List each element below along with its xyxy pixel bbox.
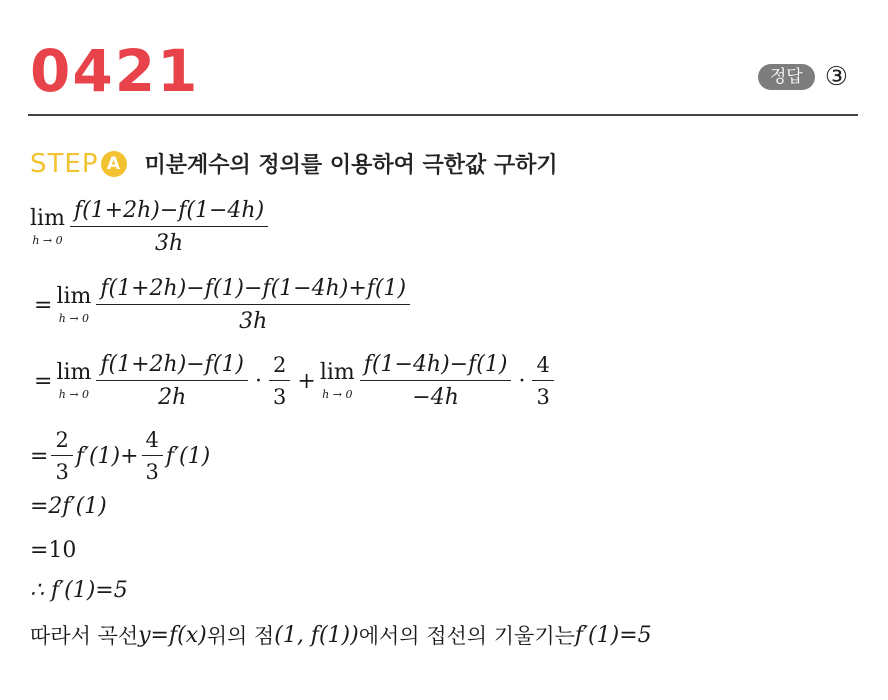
explanation-sentence: [30, 620, 652, 650]
sentence-text: 에서의 접선의 기울기는: [358, 624, 575, 648]
answer-value: ③: [824, 62, 848, 92]
equation-text: =10: [30, 538, 77, 563]
equation-line-5: [30, 494, 107, 519]
plus-sign: +: [297, 368, 316, 394]
limit-operator: lim h → 0: [319, 359, 355, 401]
curve-equation: y=f(x): [138, 622, 207, 648]
header-divider: [28, 114, 858, 116]
step-label: STEP: [30, 148, 99, 179]
equals-sign: =: [34, 368, 53, 394]
coefficient-fraction: [532, 353, 553, 409]
numerator: 2: [51, 428, 72, 456]
equals-sign: =: [30, 443, 49, 469]
equation-line-7: [30, 578, 128, 603]
fraction: [360, 352, 512, 410]
denominator: 3h: [239, 309, 268, 334]
equation-line-4: [30, 428, 210, 484]
fraction: [70, 198, 268, 256]
dot-operator: ·: [255, 368, 263, 394]
equals-sign: =: [34, 292, 53, 318]
equation-line-2: [30, 276, 413, 334]
denominator: 3: [55, 460, 69, 484]
fraction: [96, 276, 410, 334]
denominator: 3h: [154, 231, 184, 256]
conclusion-text: ∴ f′(1)=5: [30, 578, 128, 603]
derivative-term: f′(1)+: [75, 443, 139, 469]
equation-line-6: [30, 538, 76, 563]
slope-result: f′(1)=5: [574, 622, 652, 648]
problem-number: 0421: [30, 37, 200, 105]
equation-text: =2f′(1): [30, 494, 107, 519]
numerator: 4: [142, 428, 163, 456]
denominator: 2h: [158, 385, 187, 410]
dot-operator: ·: [518, 368, 526, 394]
coefficient-fraction: [51, 428, 72, 484]
step-title: 미분계수의 정의를 이용하여 극한값 구하기: [144, 153, 558, 178]
denominator: 3: [145, 460, 159, 484]
coefficient-fraction: [269, 353, 290, 409]
answer-area: [758, 62, 848, 92]
numerator: f(1+2h)−f(1)−f(1−4h)+f(1): [96, 276, 410, 305]
sentence-text: 따라서 곡선: [30, 624, 139, 648]
sentence-text: 위의 점: [206, 624, 275, 648]
equation-line-1: [30, 198, 271, 256]
denominator: 3: [273, 385, 287, 409]
equation-line-3: [30, 352, 557, 410]
step-heading: [30, 148, 558, 179]
numerator: 2: [269, 353, 290, 381]
numerator: 4: [532, 353, 553, 381]
limit-operator: lim h → 0: [30, 205, 65, 247]
numerator: f(1+2h)−f(1−4h): [70, 198, 268, 227]
denominator: −4h: [412, 385, 459, 410]
step-letter-badge: A: [101, 151, 127, 177]
fraction: [96, 352, 248, 410]
limit-operator: lim h → 0: [56, 359, 92, 401]
answer-badge: 정답: [758, 64, 815, 90]
numerator: f(1+2h)−f(1): [96, 352, 248, 381]
coefficient-fraction: [142, 428, 163, 484]
denominator: 3: [536, 385, 550, 409]
limit-operator: lim h → 0: [56, 283, 92, 325]
derivative-term: f′(1): [165, 443, 211, 469]
point-expression: (1, f(1)): [274, 622, 359, 648]
numerator: f(1−4h)−f(1): [360, 352, 512, 381]
